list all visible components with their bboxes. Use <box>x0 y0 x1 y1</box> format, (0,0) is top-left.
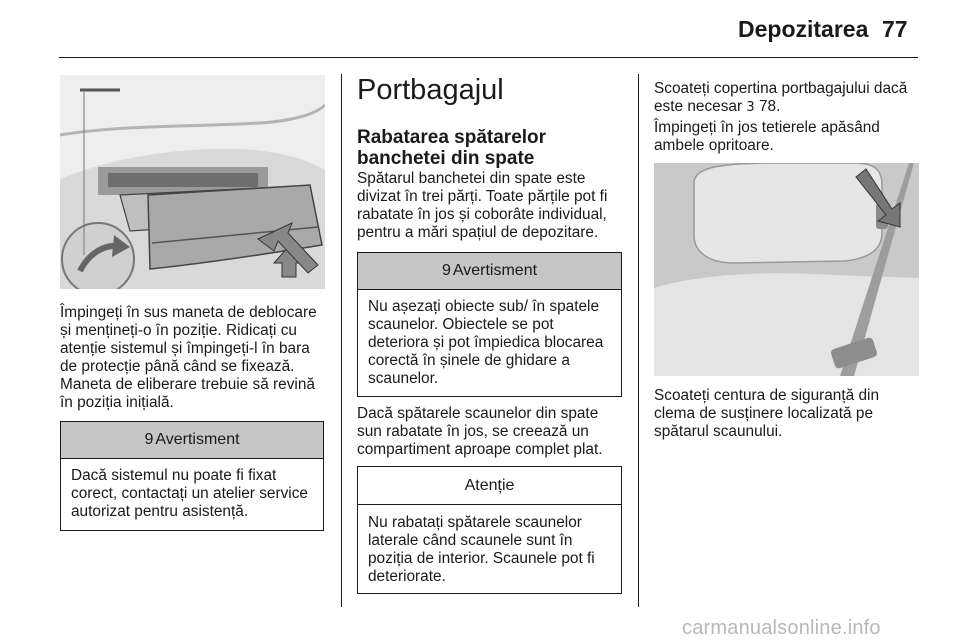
warning-text: Nu așezați obiecte sub/ în spatele scaunelor. Obiectele se pot deteriora și pot împiedica blocarea corectă în șinele de ghidare a scaunelor. <box>368 298 604 387</box>
middle-paragraph-2: Dacă spătarele scaunelor din spate sun rabatate în jos, se creează un compartiment aproape complet plat. <box>357 405 603 458</box>
warning-icon: 9 <box>144 431 154 448</box>
warning-box-middle <box>357 252 622 397</box>
subsection-title: Rabatarea spătarelor banchetei din spate <box>357 127 547 169</box>
warning-title: Avertisment <box>155 431 240 448</box>
warning-header <box>358 253 621 290</box>
column-divider-left <box>341 74 342 607</box>
warning-header <box>61 422 323 459</box>
page-reference-icon: 3 <box>746 100 755 115</box>
page-title: Depozitarea <box>738 16 869 42</box>
left-paragraph-2: Maneta de eliberare trebuie să revină în poziția inițială. <box>60 376 315 411</box>
caution-header: Atenție <box>358 467 621 505</box>
warning-box-left <box>60 421 324 531</box>
caution-text: Nu rabatați spătarele scaunelor laterale când scaunele sunt în poziția de interior. Scaunele pot fi deteriorate. <box>368 514 595 585</box>
page-number: 77 <box>882 16 908 42</box>
right-paragraph-3: Scoateți centura de siguranță din clema de susținere localizată pe spătarul scaunului. <box>654 387 880 440</box>
warning-text: Dacă sistemul nu poate fi fixat corect, contactați un atelier service autorizat pentru asistență. <box>71 467 308 520</box>
right-paragraph-2: Împingeți în jos tetierele apăsând ambele opritoare. <box>654 119 880 154</box>
page-header <box>0 0 960 60</box>
watermark: carmanualsonline.info <box>682 617 881 639</box>
middle-paragraph-1: Spătarul banchetei din spate este divizat în trei părți. Toate părțile pot fi rabatate în jos și coborâte individual, pentru a mări spațiul de depozitare. <box>357 170 608 241</box>
column-divider-right <box>638 74 639 607</box>
right-paragraph-1-text: Scoateți copertina portbagajului dacă este necesar <box>654 80 908 115</box>
headrest-illustration <box>654 163 919 376</box>
warning-icon: 9 <box>441 262 451 279</box>
left-paragraph-1: Împingeți în sus maneta de deblocare și mențineți-o în poziție. Ridicați cu atenție sistemul și împingeți-l în bara de protecție până când se fixează. <box>60 304 317 375</box>
section-title: Portbagajul <box>357 74 504 106</box>
page-reference-number: 78. <box>758 98 781 115</box>
header-rule <box>59 57 918 58</box>
caution-box <box>357 466 622 594</box>
bumper-step-illustration <box>60 75 325 289</box>
warning-title: Avertisment <box>452 262 538 279</box>
right-paragraph-1 <box>654 80 922 117</box>
